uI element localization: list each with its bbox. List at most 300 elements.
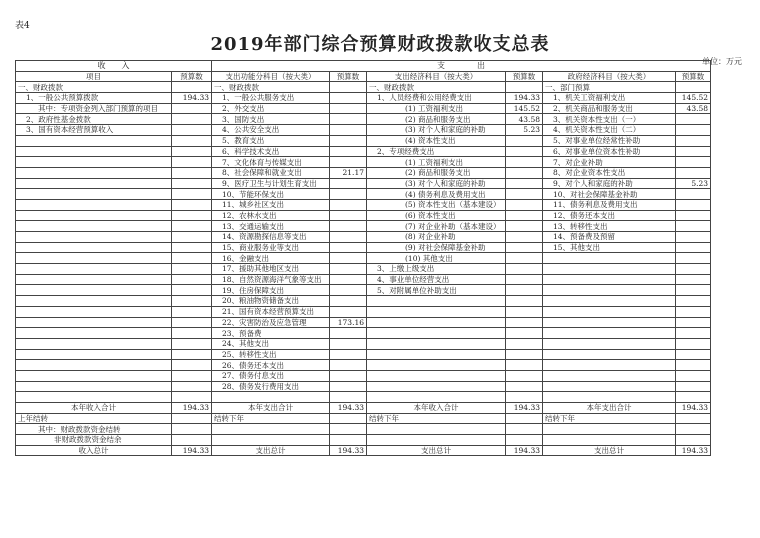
col-header: 预算数 [506, 71, 543, 82]
empty-cell [543, 424, 676, 435]
economic-item-label: (6) 资本性支出 [367, 210, 506, 221]
functional-item-value [330, 135, 367, 146]
functional-item-value [330, 285, 367, 296]
income-item-label: 一、财政拨款 [16, 82, 172, 93]
income-empty-cell [16, 317, 172, 328]
functional-item-value [330, 157, 367, 168]
income-empty-cell [172, 135, 212, 146]
carryover-row [16, 413, 711, 424]
government-item-value [676, 135, 711, 146]
government-item-value [676, 221, 711, 232]
functional-item-value [330, 210, 367, 221]
table-row [16, 338, 711, 349]
income-empty-cell [16, 232, 172, 243]
functional-total-value: 194.33 [330, 403, 367, 414]
income-item-value: 194.33 [172, 93, 212, 104]
government-item-label: 一、部门预算 [543, 82, 676, 93]
functional-item-value [330, 125, 367, 136]
income-item-label: 1、一般公共预算拨款 [16, 93, 172, 104]
income-empty-cell [16, 349, 172, 360]
functional-item-label: 13、交通运输支出 [212, 221, 330, 232]
government-empty-cell [543, 306, 676, 317]
functional-grand-value: 194.33 [330, 445, 367, 456]
functional-item-label: 9、医疗卫生与计划生育支出 [212, 178, 330, 189]
government-item-value [676, 210, 711, 221]
table-row [16, 199, 711, 210]
economic-item-value: 5.23 [506, 125, 543, 136]
government-item-value: 145.52 [676, 93, 711, 104]
income-empty-cell [172, 210, 212, 221]
income-total-value: 194.33 [172, 403, 212, 414]
functional-item-value [330, 199, 367, 210]
table-row [16, 274, 711, 285]
income-empty-cell [172, 199, 212, 210]
government-item-label: 9、对个人和家庭的补助 [543, 178, 676, 189]
government-empty-cell [543, 381, 676, 392]
income-grand-value: 194.33 [172, 445, 212, 456]
functional-item-label: 20、粮油物资储备支出 [212, 296, 330, 307]
empty-cell [212, 424, 330, 435]
table-row [16, 317, 711, 328]
col-header: 政府经济科目（按大类） [543, 71, 676, 82]
income-empty-cell [16, 285, 172, 296]
economic-empty-cell [506, 317, 543, 328]
table-row [16, 328, 711, 339]
government-item-value: 43.58 [676, 103, 711, 114]
economic-item-label: (4) 债务利息及费用支出 [367, 189, 506, 200]
table-row [16, 360, 711, 371]
functional-item-value [330, 274, 367, 285]
functional-item-label: 11、城乡社区支出 [212, 199, 330, 210]
economic-item-label: (7) 对企业补助（基本建设） [367, 221, 506, 232]
functional-item-label: 26、债务还本支出 [212, 360, 330, 371]
table-row [16, 135, 711, 146]
economic-empty-cell [506, 360, 543, 371]
government-item-label: 6、对事业单位资本性补助 [543, 146, 676, 157]
table-row [16, 349, 711, 360]
economic-grand-value: 194.33 [506, 445, 543, 456]
economic-item-value: 194.33 [506, 93, 543, 104]
economic-item-value [506, 274, 543, 285]
government-empty-cell [543, 296, 676, 307]
income-empty-cell [172, 264, 212, 275]
carryover-sub-label: 其中：财政拨款资金结转 [16, 424, 172, 435]
functional-item-label: 14、资源勘探信息等支出 [212, 232, 330, 243]
col-header: 预算数 [330, 71, 367, 82]
income-empty-cell [172, 189, 212, 200]
government-item-value [676, 114, 711, 125]
functional-item-label: 2、外交支出 [212, 103, 330, 114]
economic-item-value [506, 232, 543, 243]
income-empty-cell [16, 370, 172, 381]
government-item-value [676, 199, 711, 210]
empty-cell [676, 413, 711, 424]
income-empty-cell [172, 157, 212, 168]
income-empty-cell [16, 338, 172, 349]
empty-cell [543, 392, 676, 403]
functional-item-value [330, 296, 367, 307]
government-item-value [676, 125, 711, 136]
income-empty-cell [172, 360, 212, 371]
spacer-row [16, 392, 711, 403]
table-row [16, 221, 711, 232]
income-empty-cell [16, 360, 172, 371]
income-item-label: 3、国有资本经营预算收入 [16, 125, 172, 136]
table-row [16, 167, 711, 178]
government-item-label: 8、对企业资本性支出 [543, 167, 676, 178]
functional-item-value [330, 370, 367, 381]
functional-carry-next-label: 结转下年 [212, 413, 330, 424]
empty-cell [506, 392, 543, 403]
functional-item-label: 28、债务发行费用支出 [212, 381, 330, 392]
table-row [16, 306, 711, 317]
functional-item-value [330, 242, 367, 253]
government-empty-cell [676, 338, 711, 349]
table-row [16, 264, 711, 275]
col-header: 预算数 [172, 71, 212, 82]
economic-empty-cell [367, 317, 506, 328]
income-empty-cell [16, 199, 172, 210]
functional-item-label: 21、国有资本经营预算支出 [212, 306, 330, 317]
government-empty-cell [543, 360, 676, 371]
empty-cell [212, 435, 330, 446]
income-empty-cell [172, 381, 212, 392]
economic-item-value [506, 199, 543, 210]
functional-item-value [330, 178, 367, 189]
table-row [16, 296, 711, 307]
functional-item-label: 8、社会保障和就业支出 [212, 167, 330, 178]
empty-cell [543, 435, 676, 446]
government-item-value [676, 242, 711, 253]
economic-empty-cell [506, 338, 543, 349]
totals-row [16, 403, 711, 414]
budget-table [15, 60, 711, 456]
surplus-sub-row [16, 435, 711, 446]
government-grand-value: 194.33 [676, 445, 711, 456]
income-empty-cell [16, 221, 172, 232]
economic-item-label: 一、财政拨款 [367, 82, 506, 93]
functional-item-label: 1、一般公共服务支出 [212, 93, 330, 104]
functional-item-value [330, 381, 367, 392]
functional-item-label: 15、商业服务业等支出 [212, 242, 330, 253]
income-item-value [172, 103, 212, 114]
functional-item-value [330, 221, 367, 232]
functional-item-value [330, 114, 367, 125]
economic-item-label: 2、专项经费支出 [367, 146, 506, 157]
empty-cell [676, 392, 711, 403]
page-title: 2019年部门综合预算财政拨款收支总表 [210, 34, 550, 55]
empty-cell [172, 392, 212, 403]
government-empty-cell [676, 360, 711, 371]
government-empty-cell [543, 253, 676, 264]
economic-item-label: (4) 资本性支出 [367, 135, 506, 146]
economic-item-label: 3、上缴上级支出 [367, 264, 506, 275]
functional-item-value: 21.17 [330, 167, 367, 178]
grand-total-row [16, 445, 711, 456]
table-row [16, 253, 711, 264]
income-item-value [172, 114, 212, 125]
table-row [16, 157, 711, 168]
economic-item-value [506, 221, 543, 232]
government-empty-cell [676, 328, 711, 339]
empty-cell [506, 413, 543, 424]
income-empty-cell [16, 189, 172, 200]
government-empty-cell [676, 253, 711, 264]
income-empty-cell [172, 274, 212, 285]
government-empty-cell [543, 264, 676, 275]
economic-item-value: 145.52 [506, 103, 543, 114]
functional-item-label: 22、灾害防治及应急管理 [212, 317, 330, 328]
empty-cell [212, 392, 330, 403]
economic-item-label: 5、对附属单位补助支出 [367, 285, 506, 296]
income-section-label: 收 入 [16, 61, 212, 72]
government-empty-cell [543, 328, 676, 339]
income-empty-cell [16, 328, 172, 339]
functional-item-label: 5、教育支出 [212, 135, 330, 146]
functional-item-value [330, 253, 367, 264]
col-header: 项目 [16, 71, 172, 82]
empty-cell [172, 413, 212, 424]
functional-item-label: 17、援助其他地区支出 [212, 264, 330, 275]
surplus-sub-label: 非财政拨款资金结余 [16, 435, 172, 446]
economic-empty-cell [367, 328, 506, 339]
government-item-label: 5、对事业单位经常性补助 [543, 135, 676, 146]
table-row [16, 82, 711, 93]
economic-item-label: 4、事业单位经营支出 [367, 274, 506, 285]
empty-cell [16, 392, 172, 403]
government-carry-next-label: 结转下年 [543, 413, 676, 424]
income-empty-cell [172, 221, 212, 232]
economic-total-label: 本年收入合计 [367, 403, 506, 414]
table-row [16, 125, 711, 136]
government-grand-label: 支出总计 [543, 445, 676, 456]
economic-empty-cell [506, 328, 543, 339]
economic-empty-cell [367, 349, 506, 360]
income-empty-cell [16, 274, 172, 285]
functional-item-label: 24、其他支出 [212, 338, 330, 349]
functional-total-label: 本年支出合计 [212, 403, 330, 414]
government-item-label: 12、债务还本支出 [543, 210, 676, 221]
income-empty-cell [172, 349, 212, 360]
table-row [16, 178, 711, 189]
economic-item-label: (3) 对个人和家庭的补助 [367, 125, 506, 136]
table-row [16, 146, 711, 157]
government-item-label: 10、对社会保障基金补助 [543, 189, 676, 200]
income-empty-cell [172, 253, 212, 264]
income-empty-cell [16, 210, 172, 221]
economic-item-label: (1) 工资福利支出 [367, 103, 506, 114]
functional-item-value: 173.16 [330, 317, 367, 328]
economic-empty-cell [367, 306, 506, 317]
table-number-label: 表4 [15, 21, 30, 31]
government-empty-cell [676, 349, 711, 360]
government-item-label: 7、对企业补助 [543, 157, 676, 168]
government-item-label: 3、机关资本性支出（一） [543, 114, 676, 125]
economic-item-label: (9) 对社会保障基金补助 [367, 242, 506, 253]
government-item-value [676, 146, 711, 157]
economic-empty-cell [506, 349, 543, 360]
functional-item-value [330, 232, 367, 243]
income-empty-cell [172, 178, 212, 189]
income-empty-cell [172, 242, 212, 253]
economic-item-value [506, 285, 543, 296]
economic-item-label: (8) 对企业补助 [367, 232, 506, 243]
income-empty-cell [172, 317, 212, 328]
prev-carryover-label: 上年结转 [16, 413, 172, 424]
functional-item-label: 4、公共安全支出 [212, 125, 330, 136]
government-empty-cell [543, 285, 676, 296]
economic-empty-cell [506, 306, 543, 317]
functional-item-label: 25、转移性支出 [212, 349, 330, 360]
economic-empty-cell [367, 296, 506, 307]
income-empty-cell [16, 306, 172, 317]
economic-empty-cell [506, 370, 543, 381]
government-item-value [676, 189, 711, 200]
income-empty-cell [172, 370, 212, 381]
economic-item-value [506, 210, 543, 221]
economic-item-label: (3) 对个人和家庭的补助 [367, 178, 506, 189]
income-empty-cell [172, 306, 212, 317]
government-empty-cell [676, 306, 711, 317]
empty-cell [330, 413, 367, 424]
government-item-value: 5.23 [676, 178, 711, 189]
income-empty-cell [16, 381, 172, 392]
functional-item-value [330, 360, 367, 371]
government-item-label: 13、转移性支出 [543, 221, 676, 232]
functional-item-label: 18、自然资源海洋气象等支出 [212, 274, 330, 285]
income-item-label: 其中：专项资金列入部门预算的项目 [16, 103, 172, 114]
income-empty-cell [172, 285, 212, 296]
economic-item-value [506, 167, 543, 178]
functional-item-value [330, 82, 367, 93]
empty-cell [506, 435, 543, 446]
economic-item-value: 43.58 [506, 114, 543, 125]
column-header-row [16, 71, 711, 82]
functional-item-label: 10、节能环保支出 [212, 189, 330, 200]
table-row [16, 189, 711, 200]
table-row [16, 93, 711, 104]
table-row [16, 370, 711, 381]
income-grand-label: 收入总计 [16, 445, 172, 456]
empty-cell [506, 424, 543, 435]
economic-item-value [506, 82, 543, 93]
functional-item-label: 3、国防支出 [212, 114, 330, 125]
income-empty-cell [172, 146, 212, 157]
functional-item-label: 7、文化体育与传媒支出 [212, 157, 330, 168]
income-empty-cell [172, 296, 212, 307]
functional-item-value [330, 146, 367, 157]
government-empty-cell [676, 296, 711, 307]
income-empty-cell [16, 242, 172, 253]
government-item-value [676, 232, 711, 243]
table-row [16, 103, 711, 114]
income-empty-cell [16, 167, 172, 178]
table-row [16, 210, 711, 221]
government-item-label: 1、机关工资福利支出 [543, 93, 676, 104]
table-row [16, 285, 711, 296]
government-item-label: 11、债务利息及费用支出 [543, 199, 676, 210]
government-empty-cell [543, 317, 676, 328]
functional-grand-label: 支出总计 [212, 445, 330, 456]
functional-item-label: 一、财政拨款 [212, 82, 330, 93]
table-row [16, 232, 711, 243]
empty-cell [676, 435, 711, 446]
economic-item-label: (2) 商品和服务支出 [367, 167, 506, 178]
functional-item-value [330, 338, 367, 349]
economic-empty-cell [367, 338, 506, 349]
economic-item-value [506, 189, 543, 200]
empty-cell [330, 392, 367, 403]
income-empty-cell [172, 232, 212, 243]
functional-item-label: 19、住房保障支出 [212, 285, 330, 296]
government-total-value: 194.33 [676, 403, 711, 414]
income-empty-cell [16, 157, 172, 168]
government-empty-cell [676, 274, 711, 285]
functional-item-label: 12、农林水支出 [212, 210, 330, 221]
carryover-sub-row [16, 424, 711, 435]
table-row [16, 381, 711, 392]
income-empty-cell [172, 338, 212, 349]
economic-item-value [506, 178, 543, 189]
income-empty-cell [16, 264, 172, 275]
income-empty-cell [172, 167, 212, 178]
government-empty-cell [543, 338, 676, 349]
empty-cell [367, 435, 506, 446]
functional-item-value [330, 264, 367, 275]
economic-item-value [506, 242, 543, 253]
economic-item-value [506, 146, 543, 157]
government-item-value [676, 157, 711, 168]
functional-item-label: 6、科学技术支出 [212, 146, 330, 157]
government-item-value [676, 82, 711, 93]
economic-empty-cell [367, 370, 506, 381]
government-empty-cell [676, 381, 711, 392]
economic-empty-cell [367, 381, 506, 392]
government-empty-cell [676, 317, 711, 328]
economic-item-label: 1、人员经费和公用经费支出 [367, 93, 506, 104]
economic-item-value [506, 253, 543, 264]
economic-empty-cell [506, 296, 543, 307]
empty-cell [330, 424, 367, 435]
functional-item-label: 27、债务付息支出 [212, 370, 330, 381]
functional-item-value [330, 328, 367, 339]
income-item-value [172, 125, 212, 136]
economic-total-value: 194.33 [506, 403, 543, 414]
functional-item-value [330, 306, 367, 317]
functional-item-label: 23、预备费 [212, 328, 330, 339]
economic-empty-cell [367, 360, 506, 371]
government-total-label: 本年支出合计 [543, 403, 676, 414]
economic-carry-next-label: 结转下年 [367, 413, 506, 424]
col-header: 支出经济科目（按大类） [367, 71, 506, 82]
expense-section-label: 支 出 [212, 61, 711, 72]
functional-item-value [330, 189, 367, 200]
economic-item-value [506, 157, 543, 168]
government-item-value [676, 167, 711, 178]
government-empty-cell [676, 285, 711, 296]
col-header: 预算数 [676, 71, 711, 82]
government-empty-cell [543, 274, 676, 285]
economic-item-label: (5) 资本性支出（基本建设） [367, 199, 506, 210]
empty-cell [330, 435, 367, 446]
government-empty-cell [676, 370, 711, 381]
functional-item-label: 16、金融支出 [212, 253, 330, 264]
empty-cell [172, 424, 212, 435]
income-total-label: 本年收入合计 [16, 403, 172, 414]
income-item-value [172, 82, 212, 93]
functional-item-value [330, 103, 367, 114]
empty-cell [172, 435, 212, 446]
